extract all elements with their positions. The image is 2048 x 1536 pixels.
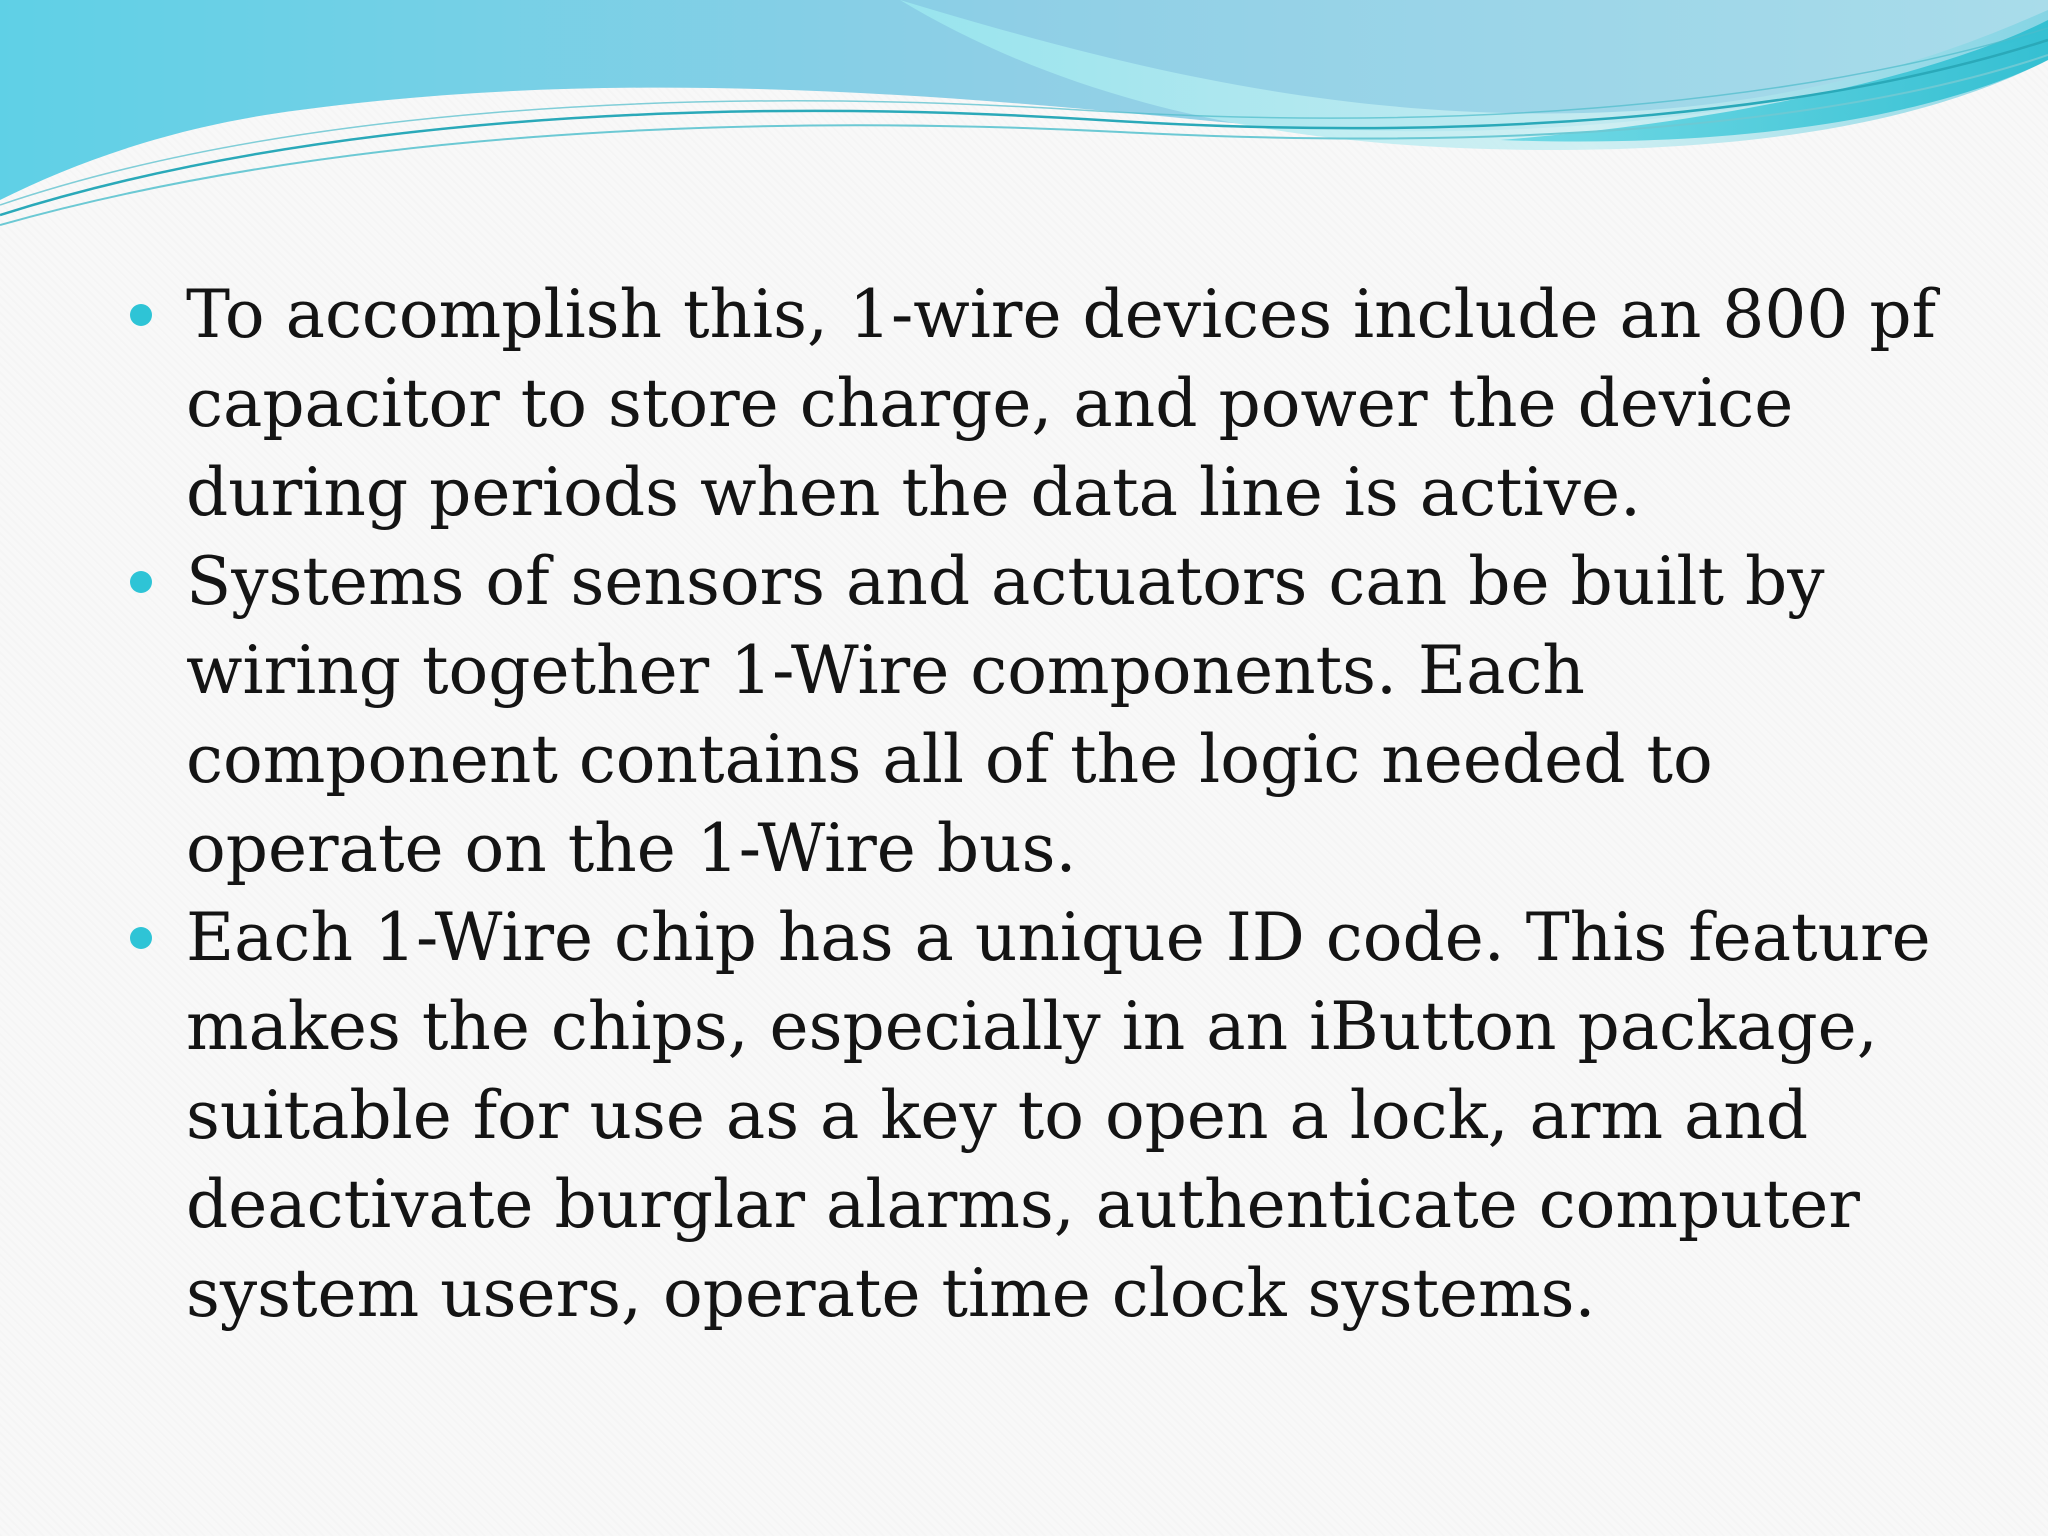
header-wave-decoration	[0, 0, 2048, 240]
bullet-item	[130, 270, 1950, 537]
bullet-list	[130, 270, 1950, 1338]
bullet-dot-icon	[130, 927, 152, 949]
bullet-text: To accomplish this, 1-wire devices include an 800 pf capacitor to store charge, and power the device during periods when the data line is active.	[186, 276, 1936, 531]
bullet-text: Systems of sensors and actuators can be built by wiring together 1-Wire components. Each component contains all of the logic needed to operate on the 1-Wire bus.	[186, 543, 1825, 887]
slide-body	[130, 270, 1950, 1338]
bullet-dot-icon	[130, 304, 152, 326]
bullet-item	[130, 537, 1950, 893]
bullet-item	[130, 893, 1950, 1338]
bullet-text: Each 1-Wire chip has a unique ID code. This feature makes the chips, especially in an iButton package, suitable for use as a key to open a lock, arm and deactivate burglar alarms, authenticate computer system users, operate time clock systems.	[186, 899, 1931, 1332]
bullet-dot-icon	[130, 571, 152, 593]
